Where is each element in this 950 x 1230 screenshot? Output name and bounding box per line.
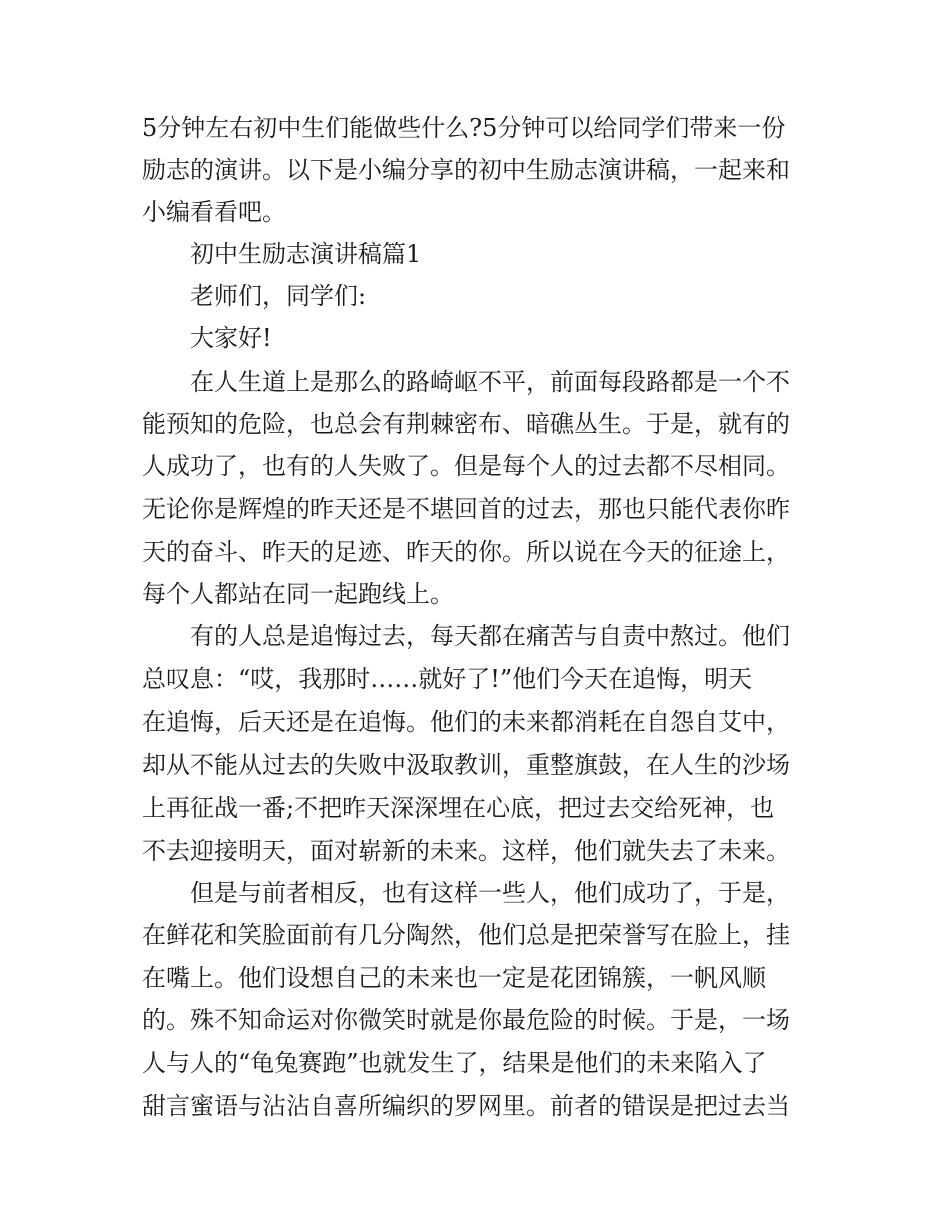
text-line-22: 的。殊不知命运对你微笑时就是你最危险的时候。于是，一场 [142,1006,790,1034]
text-line-9: 人成功了，也有的人失败了。但是每个人的过去都不尽相同。 [142,452,790,480]
text-line-2: 励志的演讲。以下是小编分享的初中生励志演讲稿，一起来和 [142,156,790,184]
text-line-16: 却从不能从过去的失败中汲取教训，重整旗鼓，在人生的沙场 [142,751,790,779]
text-line-15: 在追悔，后天还是在追悔。他们的未来都消耗在自怨自艾中， [142,708,790,736]
text-line-7: 在人生道上是那么的路崎岖不平，前面每段路都是一个不 [190,368,790,396]
text-line-17: 上再征战一番;不把昨天深深埋在心底，把过去交给死神，也 [142,794,775,822]
text-line-20: 在鲜花和笑脸面前有几分陶然，他们总是把荣誉写在脸上，挂 [142,921,790,949]
text-line-18: 不去迎接明天，面对崭新的未来。这样，他们就失去了未来。 [142,837,790,865]
text-line-21: 在嘴上。他们设想自己的未来也一定是花团锦簇，一帆风顺 [142,964,766,992]
text-line-23: 人与人的“龟兔赛跑”也就发生了，结果是他们的未来陷入了 [142,1049,767,1077]
salutation: 老师们，同学们: [190,282,367,310]
text-line-19: 但是与前者相反，也有这样一些人，他们成功了，于是， [190,879,790,907]
text-line-8: 能预知的危险，也总会有荆棘密布、暗礁丛生。于是，就有的 [142,410,790,438]
text-line-12: 每个人都站在同一起跑线上。 [142,580,454,608]
text-line-1: 5分钟左右初中生们能做些什么?5分钟可以给同学们带来一份 [142,114,786,142]
text-line-11: 天的奋斗、昨天的足迹、昨天的你。所以说在今天的征途上， [142,538,790,566]
text-line-24: 甜言蜜语与沾沾自喜所编织的罗网里。前者的错误是把过去当 [142,1092,790,1120]
greeting: 大家好! [190,324,272,352]
text-line-14: 总叹息：“哎，我那时……就好了!”他们今天在追悔，明天 [142,665,753,693]
text-line-10: 无论你是辉煌的昨天还是不堪回首的过去，那也只能代表你昨 [142,495,790,523]
section-heading: 初中生励志演讲稿篇1 [190,240,422,268]
text-line-13: 有的人总是追悔过去，每天都在痛苦与自责中熬过。他们 [190,622,790,650]
text-line-3: 小编看看吧。 [142,198,286,226]
